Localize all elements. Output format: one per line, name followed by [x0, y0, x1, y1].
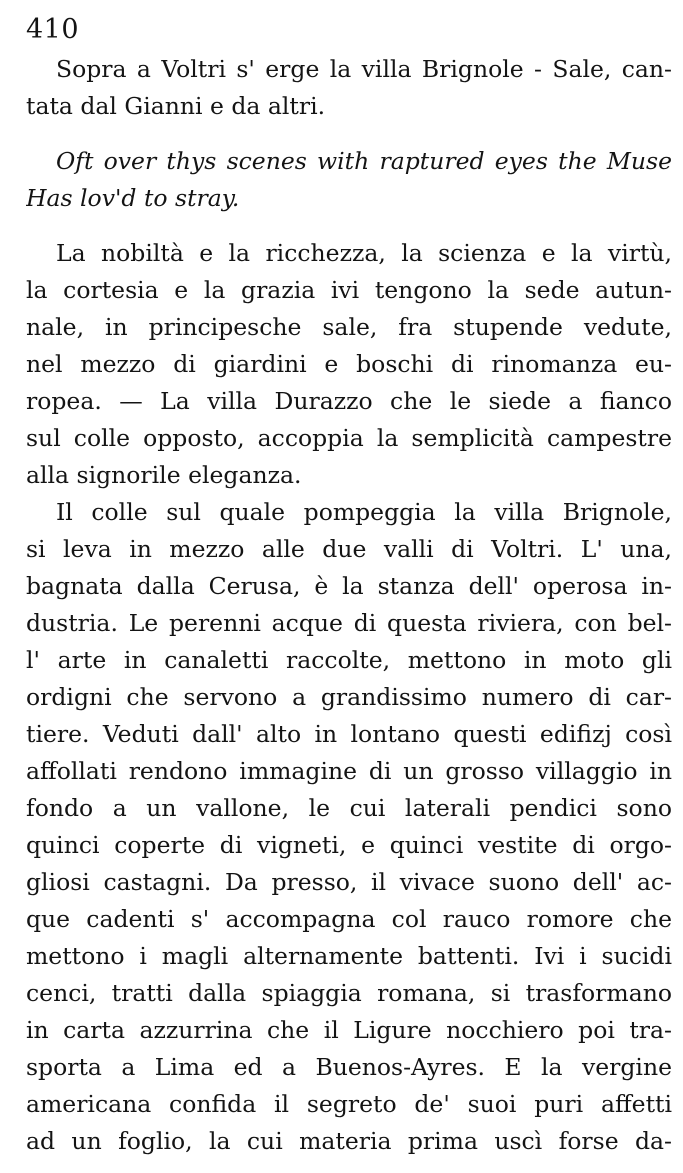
text-line: ropea. — La villa Durazzo che le siede a fianco — [26, 387, 672, 415]
text-line: alla signorile eleganza. — [26, 461, 302, 489]
text-line: tata dal Gianni e da altri. — [26, 92, 326, 120]
quotation-line: Has lov'd to stray. — [26, 184, 240, 212]
text-line: ordigni che servono a grandissimo numero di car- — [26, 683, 672, 711]
text-line: sporta a Lima ed a Buenos-Ayres. E la vergine — [26, 1053, 672, 1081]
text-line: gliosi castagni. Da presso, il vivace suono dell' ac- — [26, 868, 672, 896]
text-line: fondo a un vallone, le cui laterali pendici sono — [26, 794, 672, 822]
text-line: ad un foglio, la cui materia prima uscì forse da- — [26, 1127, 672, 1155]
text-line: dustria. Le perenni acque di questa riviera, con bel- — [26, 609, 672, 637]
text-line: quinci coperte di vigneti, e quinci vestite di orgo- — [26, 831, 672, 859]
page-number: 410 — [26, 14, 80, 45]
quotation-line: Oft over thys scenes with raptured eyes the Muse — [56, 147, 672, 175]
text-line: sul colle opposto, accoppia la semplicità campestre — [26, 424, 672, 452]
text-line: Il colle sul quale pompeggia la villa Brignole, — [56, 498, 672, 526]
text-line: mettono i magli alternamente battenti. Ivi i sucidi — [26, 942, 672, 970]
text-line: si leva in mezzo alle due valli di Voltri. L' una, — [26, 535, 672, 563]
text-line: tiere. Veduti dall' alto in lontano questi edifizj così — [26, 720, 672, 748]
text-line: la cortesia e la grazia ivi tengono la sede autun- — [26, 276, 672, 304]
text-line: nel mezzo di giardini e boschi di rinomanza eu- — [26, 350, 672, 378]
text-line: in carta azzurrina che il Ligure nocchiero poi tra- — [26, 1016, 672, 1044]
text-line: affollati rendono immagine di un grosso villaggio in — [26, 757, 672, 785]
text-line: Sopra a Voltri s' erge la villa Brignole - Sale, can- — [56, 55, 672, 83]
text-line: cenci, tratti dalla spiaggia romana, si trasformano — [26, 979, 672, 1007]
text-line: l' arte in canaletti raccolte, mettono in moto gli — [26, 646, 672, 674]
text-line: bagnata dalla Cerusa, è la stanza dell' operosa in- — [26, 572, 672, 600]
text-line: nale, in principesche sale, fra stupende vedute, — [26, 313, 672, 341]
text-line: americana confida il segreto de' suoi puri affetti — [26, 1090, 672, 1118]
text-line: La nobiltà e la ricchezza, la scienza e la virtù, — [56, 239, 672, 267]
text-line: que cadenti s' accompagna col rauco romore che — [26, 905, 672, 933]
